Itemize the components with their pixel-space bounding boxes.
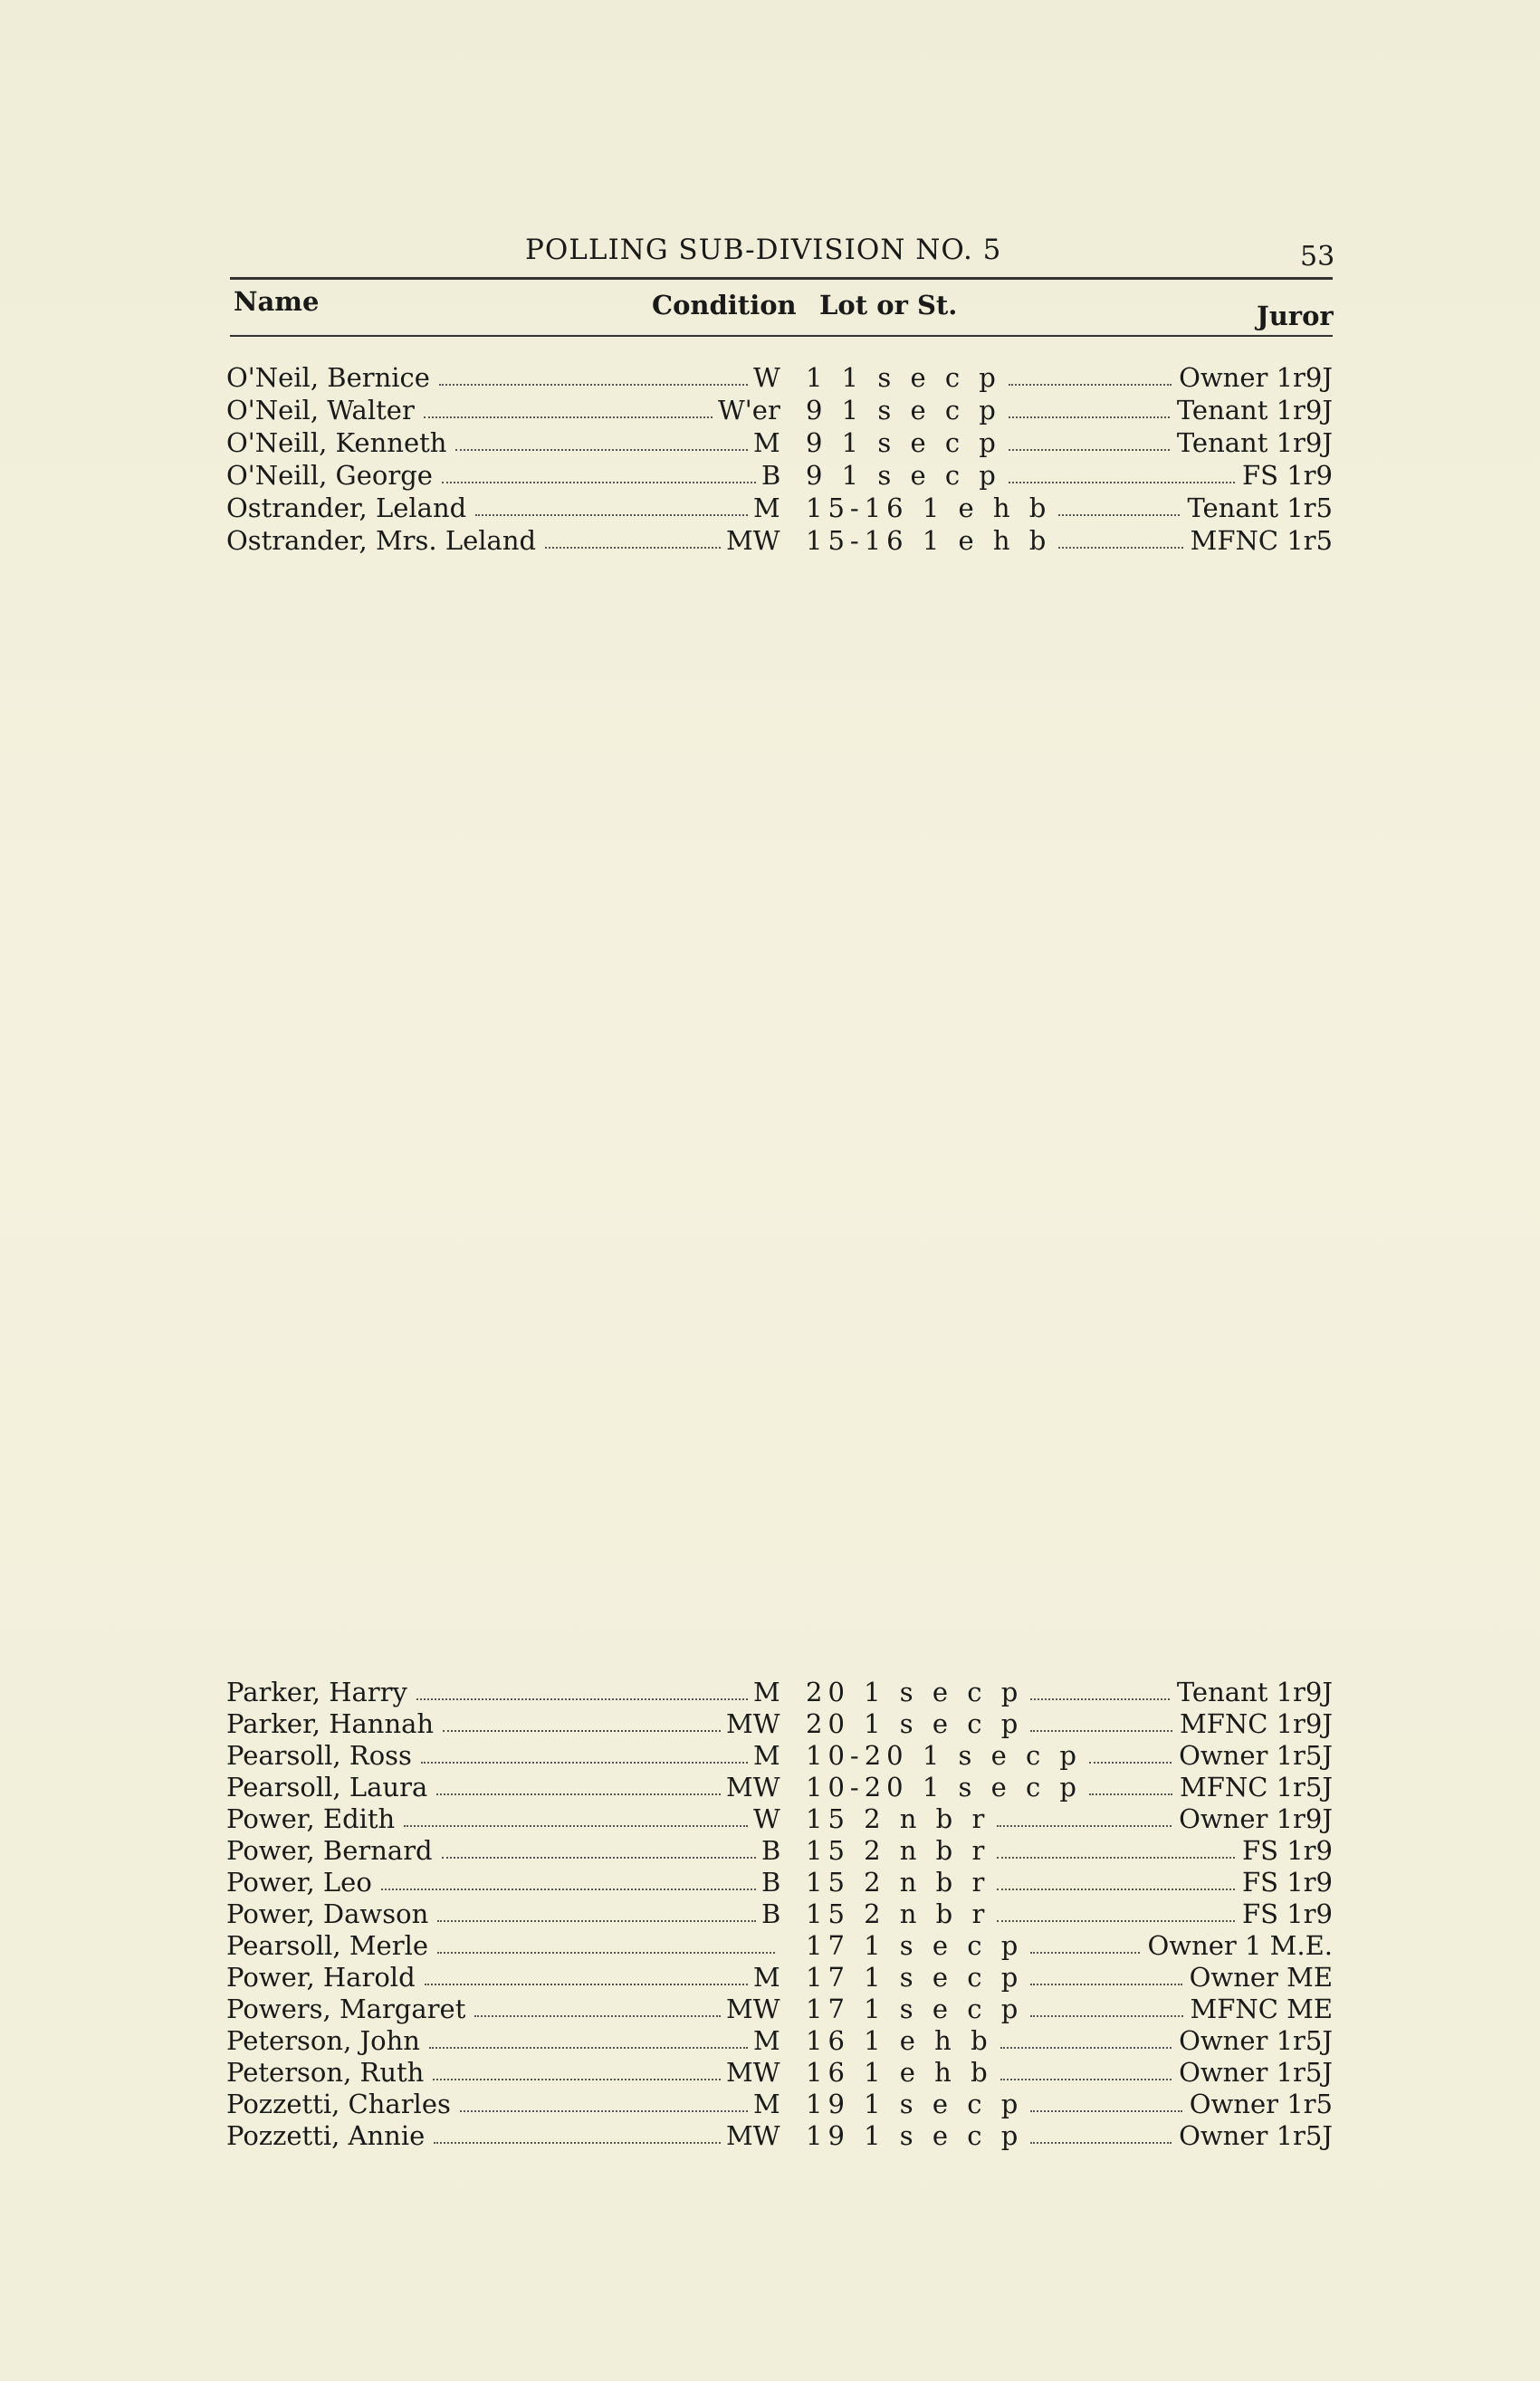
juror-value: Owner 1r9J <box>1179 362 1333 393</box>
lot-value: 17 1 s e c p <box>806 1962 1024 1993</box>
voter-name: Peterson, Ruth <box>226 2057 425 2088</box>
lot-value: 17 1 s e c p <box>806 1930 1024 1961</box>
list-item <box>226 395 1333 426</box>
condition-value: W'er <box>718 395 780 426</box>
list-item <box>226 1740 1333 1771</box>
dot-leader <box>424 395 713 418</box>
dot-leader <box>1009 460 1235 483</box>
dot-leader <box>1030 1962 1182 1985</box>
lot-value: 20 1 s e c p <box>806 1708 1024 1739</box>
condition-value: MW <box>726 525 780 556</box>
list-item <box>226 492 1333 523</box>
lot-value: 19 1 s e c p <box>806 2089 1024 2119</box>
voter-name: Power, Leo <box>226 1867 372 1898</box>
list-item <box>226 1994 1333 2024</box>
dot-leader <box>1000 2057 1172 2080</box>
dot-leader <box>997 1835 1235 1859</box>
condition-value: MW <box>726 1708 780 1739</box>
lot-value: 9 1 s e c p <box>806 460 1001 491</box>
header-rule <box>230 335 1333 337</box>
dot-leader <box>442 1835 756 1859</box>
voter-name: Power, Bernard <box>226 1835 433 1866</box>
list-item <box>226 1867 1333 1898</box>
page-number: 53 <box>1300 241 1335 273</box>
condition-value: M <box>753 1740 780 1771</box>
dot-leader <box>474 1994 721 2017</box>
dot-leader <box>442 460 756 483</box>
voter-name: Pearsoll, Merle <box>226 1930 429 1961</box>
dot-leader <box>429 2025 748 2049</box>
list-item <box>226 525 1333 556</box>
list-item <box>226 460 1333 491</box>
dot-leader <box>1030 1930 1140 1954</box>
dot-leader <box>1030 2089 1182 2112</box>
list-item <box>226 1898 1333 1929</box>
page-title: POLLING SUB-DIVISION NO. 5 <box>525 234 1002 266</box>
dot-leader <box>455 427 748 451</box>
voter-name: Power, Edith <box>226 1803 396 1834</box>
juror-value: MFNC 1r5 <box>1190 525 1333 556</box>
column-header-juror: Juror <box>1257 301 1334 331</box>
list-item <box>226 1803 1333 1834</box>
lot-value: 10-20 1 s e c p <box>806 1740 1082 1771</box>
dot-leader <box>434 2120 721 2144</box>
condition-value: M <box>753 1962 780 1993</box>
list-item <box>226 1962 1333 1993</box>
voter-name: O'Neill, Kenneth <box>226 427 447 458</box>
voter-name: O'Neil, Bernice <box>226 362 430 393</box>
lot-value: 15 2 n b r <box>806 1867 990 1898</box>
dot-leader <box>997 1867 1235 1890</box>
lot-value: 16 1 e h b <box>806 2025 993 2056</box>
voter-name: Pearsoll, Ross <box>226 1740 412 1771</box>
juror-value: Owner 1r9J <box>1179 1803 1333 1834</box>
condition-value: B <box>761 460 781 491</box>
condition-value: B <box>761 1867 781 1898</box>
condition-value: M <box>753 1677 780 1707</box>
list-item <box>226 2120 1333 2151</box>
lot-value: 16 1 e h b <box>806 2057 993 2088</box>
voter-name: Pozzetti, Charles <box>226 2089 451 2119</box>
dot-leader <box>1030 2120 1172 2144</box>
dot-leader <box>433 2057 721 2080</box>
list-item <box>226 362 1333 393</box>
column-header-lot: Lot or St. <box>819 290 958 320</box>
condition-value: M <box>753 427 780 458</box>
top-rule <box>230 277 1333 280</box>
voter-name: Ostrander, Mrs. Leland <box>226 525 537 556</box>
juror-value: FS 1r9 <box>1242 1898 1333 1929</box>
voter-name: Power, Harold <box>226 1962 416 1993</box>
dot-leader <box>404 1803 748 1827</box>
list-item <box>226 2025 1333 2056</box>
juror-value: Tenant 1r5 <box>1187 492 1333 523</box>
lot-value: 9 1 s e c p <box>806 395 1001 426</box>
dot-leader <box>1030 1677 1170 1700</box>
dot-leader <box>437 1930 775 1954</box>
list-item <box>226 1835 1333 1866</box>
juror-value: Tenant 1r9J <box>1176 1677 1333 1707</box>
juror-value: MFNC ME <box>1190 1994 1333 2024</box>
condition-value: B <box>761 1835 781 1866</box>
lot-value: 10-20 1 s e c p <box>806 1772 1082 1802</box>
dot-leader <box>436 1772 721 1795</box>
dot-leader <box>1058 492 1180 516</box>
condition-value: M <box>753 492 780 523</box>
list-item <box>226 1772 1333 1802</box>
dot-leader <box>475 492 748 516</box>
dot-leader <box>1009 362 1172 386</box>
voter-name: Ostrander, Leland <box>226 492 467 523</box>
lot-value: 19 1 s e c p <box>806 2120 1024 2151</box>
juror-value: Owner 1r5J <box>1179 1740 1333 1771</box>
voter-name: Powers, Margaret <box>226 1994 466 2024</box>
juror-value: FS 1r9 <box>1242 1835 1333 1866</box>
lot-value: 15 2 n b r <box>806 1803 990 1834</box>
lot-value: 1 1 s e c p <box>806 362 1001 393</box>
lot-value: 20 1 s e c p <box>806 1677 1024 1707</box>
list-item <box>226 1708 1333 1739</box>
juror-value: Tenant 1r9J <box>1176 395 1333 426</box>
list-item <box>226 2089 1333 2119</box>
juror-value: Tenant 1r9J <box>1176 427 1333 458</box>
voter-name: Parker, Harry <box>226 1677 407 1707</box>
list-item <box>226 1677 1333 1707</box>
lot-value: 15 2 n b r <box>806 1898 990 1929</box>
juror-value: MFNC 1r9J <box>1180 1708 1333 1739</box>
lot-value: 15-16 1 e h b <box>806 492 1052 523</box>
voter-name: Power, Dawson <box>226 1898 429 1929</box>
dot-leader <box>425 1962 748 1985</box>
lot-value: 17 1 s e c p <box>806 1994 1024 2024</box>
dot-leader <box>1000 2025 1172 2049</box>
condition-value: M <box>753 2089 780 2119</box>
dot-leader <box>1030 1708 1172 1732</box>
voter-name: Pearsoll, Laura <box>226 1772 428 1802</box>
dot-leader <box>443 1708 721 1732</box>
dot-leader <box>416 1677 748 1700</box>
condition-value: W <box>753 362 780 393</box>
dot-leader <box>381 1867 756 1890</box>
dot-leader <box>1058 525 1183 549</box>
dot-leader <box>460 2089 748 2112</box>
juror-value: Owner 1 M.E. <box>1147 1930 1333 1961</box>
condition-value: B <box>761 1898 781 1929</box>
column-header-condition: Condition <box>652 290 797 320</box>
list-item <box>226 2057 1333 2088</box>
column-header-name: Name <box>234 286 320 317</box>
dot-leader <box>439 362 748 386</box>
dot-leader <box>997 1803 1172 1827</box>
voter-name: O'Neill, George <box>226 460 433 491</box>
dot-leader <box>545 525 721 549</box>
lot-value: 9 1 s e c p <box>806 427 1001 458</box>
dot-leader <box>1089 1772 1172 1795</box>
list-item <box>226 427 1333 458</box>
condition-value: MW <box>726 2057 780 2088</box>
lot-value: 15-16 1 e h b <box>806 525 1052 556</box>
condition-value: MW <box>726 1994 780 2024</box>
voter-name: Parker, Hannah <box>226 1708 435 1739</box>
condition-value: MW <box>726 2120 780 2151</box>
dot-leader <box>1009 427 1170 451</box>
juror-value: Owner 1r5J <box>1179 2120 1333 2151</box>
condition-value: W <box>753 1803 780 1834</box>
dot-leader <box>1009 395 1170 418</box>
dot-leader <box>1030 1994 1183 2017</box>
voter-name: O'Neil, Walter <box>226 395 415 426</box>
juror-value: Owner ME <box>1189 1962 1333 1993</box>
lot-value: 15 2 n b r <box>806 1835 990 1866</box>
dot-leader <box>1089 1740 1172 1764</box>
voter-name: Pozzetti, Annie <box>226 2120 426 2151</box>
juror-value: Owner 1r5J <box>1179 2057 1333 2088</box>
juror-value: MFNC 1r5J <box>1180 1772 1333 1802</box>
dot-leader <box>437 1898 756 1922</box>
voter-name: Peterson, John <box>226 2025 420 2056</box>
juror-value: FS 1r9 <box>1242 460 1333 491</box>
dot-leader <box>421 1740 748 1764</box>
juror-value: Owner 1r5 <box>1189 2089 1333 2119</box>
condition-value: M <box>753 2025 780 2056</box>
juror-value: Owner 1r5J <box>1179 2025 1333 2056</box>
dot-leader <box>997 1898 1235 1922</box>
juror-value: FS 1r9 <box>1242 1867 1333 1898</box>
list-item <box>226 1930 1333 1961</box>
condition-value: MW <box>726 1772 780 1802</box>
